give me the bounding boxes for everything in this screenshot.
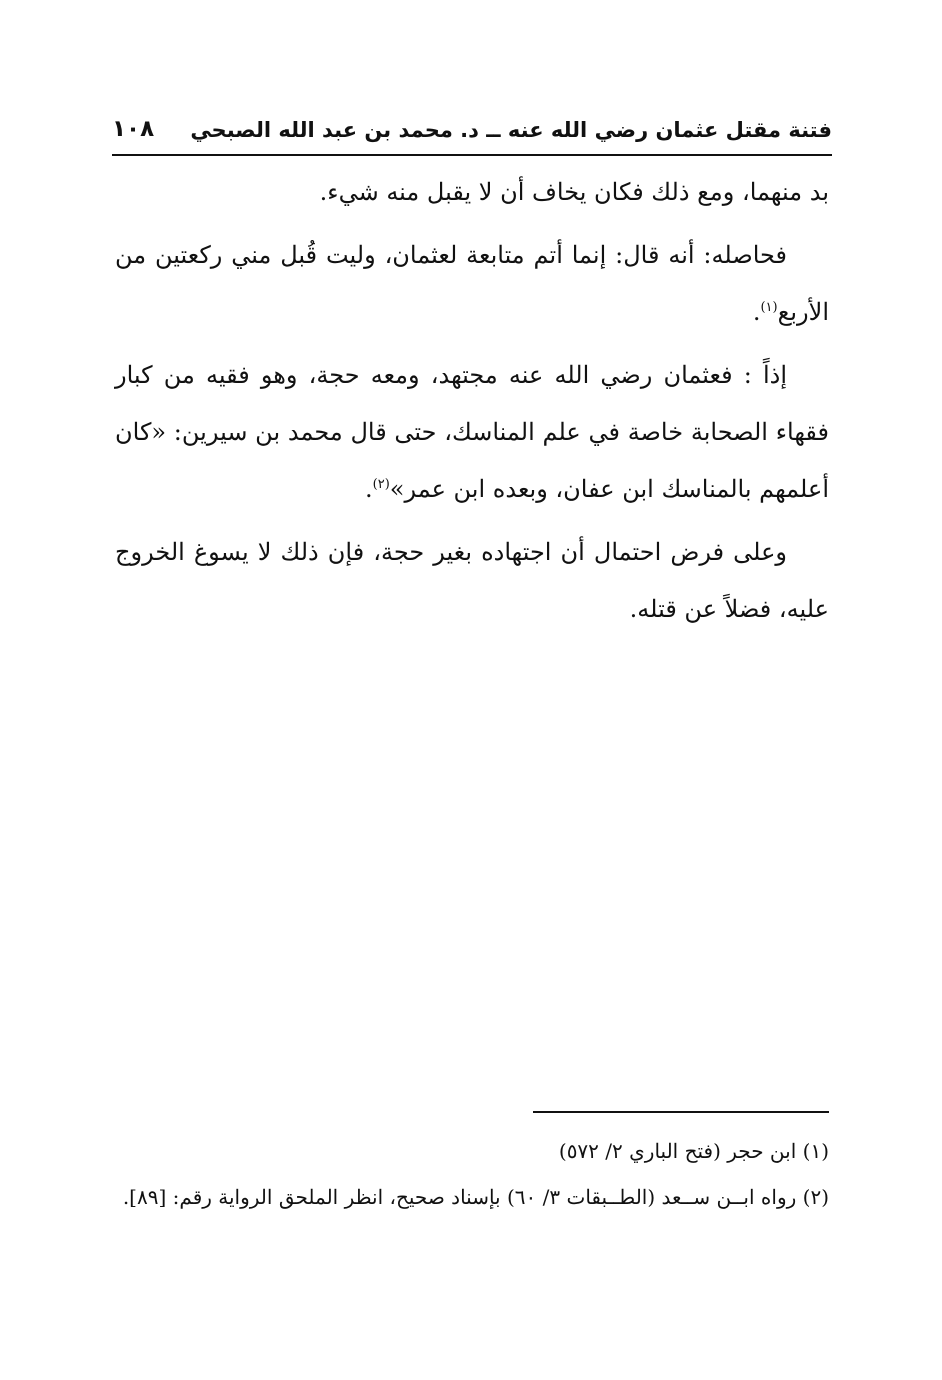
footnote-2: (٢) رواه ابــن ســعد (الطــبقات ٣/ ٦٠) بإسناد صحيح، انظر الملحق الرواية رقم: [٨٩]. <box>122 1185 829 1209</box>
footnotes <box>115 1128 829 1220</box>
running-title: فتنة مقتل عثمان رضي الله عنه ــ د. محمد بن عبد الله الصبحي <box>190 118 832 142</box>
footnote-ref-1[interactable]: (١) <box>760 300 778 315</box>
paragraph-3-end: . <box>365 475 373 503</box>
main-text <box>115 164 829 644</box>
page-header <box>112 112 832 154</box>
page-number: ١٠٨ <box>112 116 155 142</box>
paragraph-3-text: إذاً : فعثمان رضي الله عنه مجتهد، ومعه حجة، وهو فقيه من كبار فقهاء الصحابة خاصة في علم المناسك، حتى قال محمد بن سيرين: «كان أعلمهم بالمناسك ابن عفان، وبعده ابن عمر» <box>115 361 830 503</box>
paragraph-2 <box>115 227 829 341</box>
paragraph-2-end: . <box>752 298 761 326</box>
header-divider <box>112 154 832 156</box>
paragraph-4: وعلى فرض احتمال أن اجتهاده بغير حجة، فإن ذلك لا يسوغ الخروج عليه، فضلاً عن قتله. <box>115 538 829 623</box>
paragraph-1: بد منهما، ومع ذلك فكان يخاف أن لا يقبل منه شيء. <box>319 178 829 206</box>
footnote-ref-2[interactable]: (٢) <box>372 477 390 492</box>
footnote-divider <box>533 1111 829 1113</box>
footnote-1: (١) ابن حجر (فتح الباري ٢/ ٥٧٢) <box>558 1139 829 1163</box>
paragraph-2-text: فحاصله: أنه قال: إنما أتم متابعة لعثمان، وليت قُبل مني ركعتين من الأربع <box>115 241 829 326</box>
paragraph-3 <box>115 347 829 518</box>
